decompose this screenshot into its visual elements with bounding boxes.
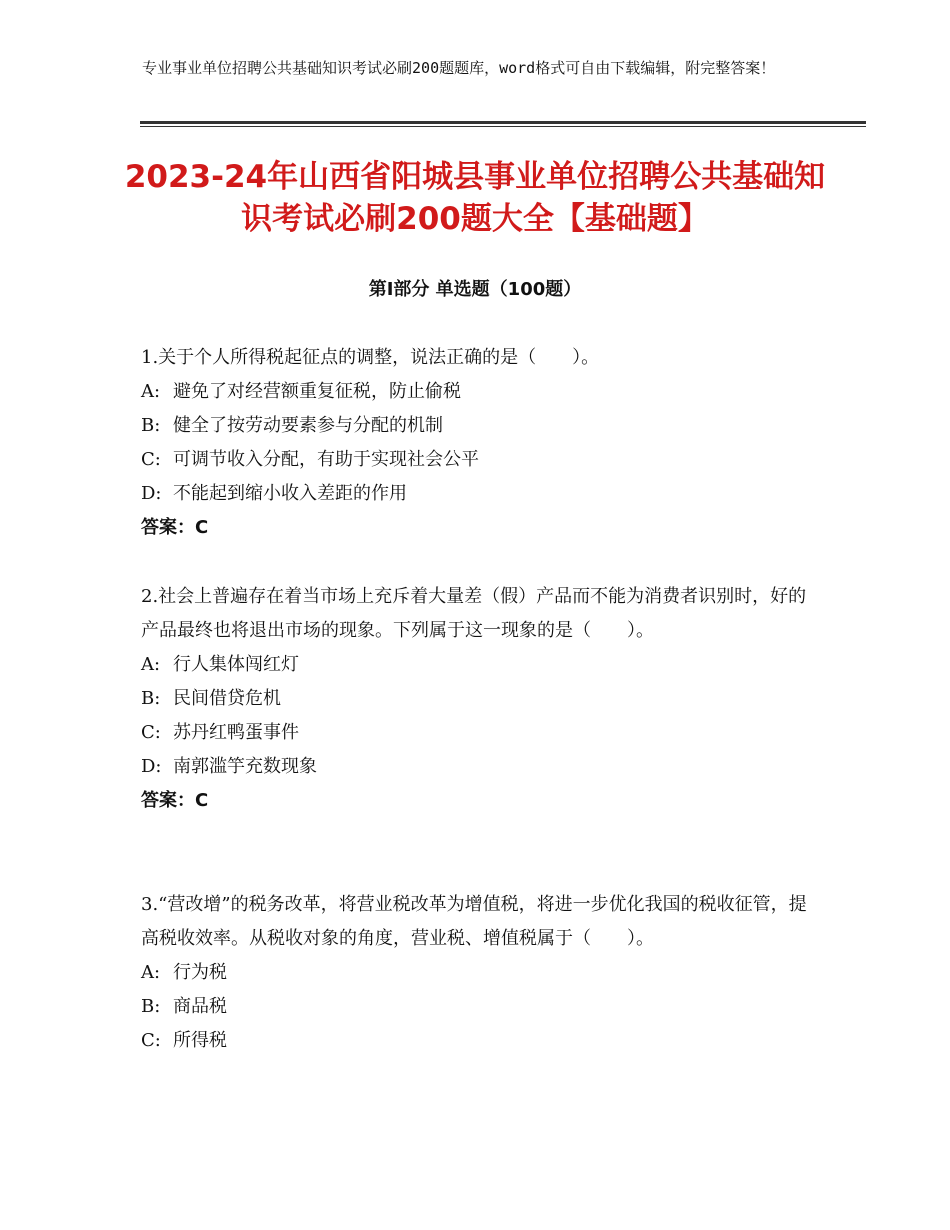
option-text: 商品税 bbox=[173, 996, 227, 1017]
option-b bbox=[141, 409, 809, 443]
option-a bbox=[141, 375, 809, 409]
document-title: 2023-24年山西省阳城县事业单位招聘公共基础知识考试必刷200题大全【基础题】 bbox=[124, 159, 826, 237]
option-text: 苏丹红鸭蛋事件 bbox=[173, 722, 299, 743]
option-letter: B: bbox=[141, 415, 161, 436]
option-letter: A: bbox=[141, 962, 161, 983]
option-letter: D: bbox=[141, 756, 162, 777]
header-rule-thin bbox=[140, 126, 866, 127]
option-text: 南郭滥竽充数现象 bbox=[173, 756, 317, 777]
option-text: 行为税 bbox=[173, 962, 227, 983]
section-heading: 第Ⅰ部分 单选题（100题） bbox=[368, 279, 582, 300]
question-1 bbox=[141, 341, 809, 545]
option-text: 行人集体闯红灯 bbox=[173, 654, 299, 675]
option-text: 避免了对经营额重复征税，防止偷税 bbox=[173, 381, 461, 402]
option-c bbox=[141, 716, 809, 750]
answer-line: 答案：C bbox=[141, 517, 209, 538]
option-c bbox=[141, 1024, 809, 1058]
option-d bbox=[141, 477, 809, 511]
option-a bbox=[141, 648, 809, 682]
header-rule-thick bbox=[140, 121, 866, 124]
option-letter: D: bbox=[141, 483, 162, 504]
header-note: 专业事业单位招聘公共基础知识考试必刷200题题库，word格式可自由下载编辑，附完整答案！ bbox=[142, 59, 776, 77]
option-letter: B: bbox=[141, 688, 161, 709]
option-c bbox=[141, 443, 809, 477]
question-stem: 1.关于个人所得税起征点的调整，说法正确的是（ ）。 bbox=[141, 347, 600, 368]
question-stem: 2.社会上普遍存在着当市场上充斥着大量差（假）产品而不能为消费者识别时，好的产品最终也将退出市场的现象。下列属于这一现象的是（ ）。 bbox=[141, 586, 807, 641]
question-3 bbox=[141, 888, 809, 1058]
option-letter: C: bbox=[141, 449, 161, 470]
option-text: 所得税 bbox=[173, 1030, 227, 1051]
option-letter: C: bbox=[141, 1030, 161, 1051]
option-d bbox=[141, 750, 809, 784]
question-2 bbox=[141, 580, 809, 818]
option-b bbox=[141, 682, 809, 716]
option-text: 健全了按劳动要素参与分配的机制 bbox=[173, 415, 443, 436]
option-letter: A: bbox=[141, 381, 161, 402]
option-text: 民间借贷危机 bbox=[173, 688, 281, 709]
option-letter: C: bbox=[141, 722, 161, 743]
option-text: 不能起到缩小收入差距的作用 bbox=[173, 483, 407, 504]
option-letter: A: bbox=[141, 654, 161, 675]
answer-line: 答案：C bbox=[141, 790, 209, 811]
option-a bbox=[141, 956, 809, 990]
option-b bbox=[141, 990, 809, 1024]
option-letter: B: bbox=[141, 996, 161, 1017]
question-stem: 3.“营改增”的税务改革，将营业税改革为增值税，将进一步优化我国的税收征管，提高税收效率。从税收对象的角度，营业税、增值税属于（ ）。 bbox=[141, 894, 807, 949]
option-text: 可调节收入分配，有助于实现社会公平 bbox=[173, 449, 479, 470]
